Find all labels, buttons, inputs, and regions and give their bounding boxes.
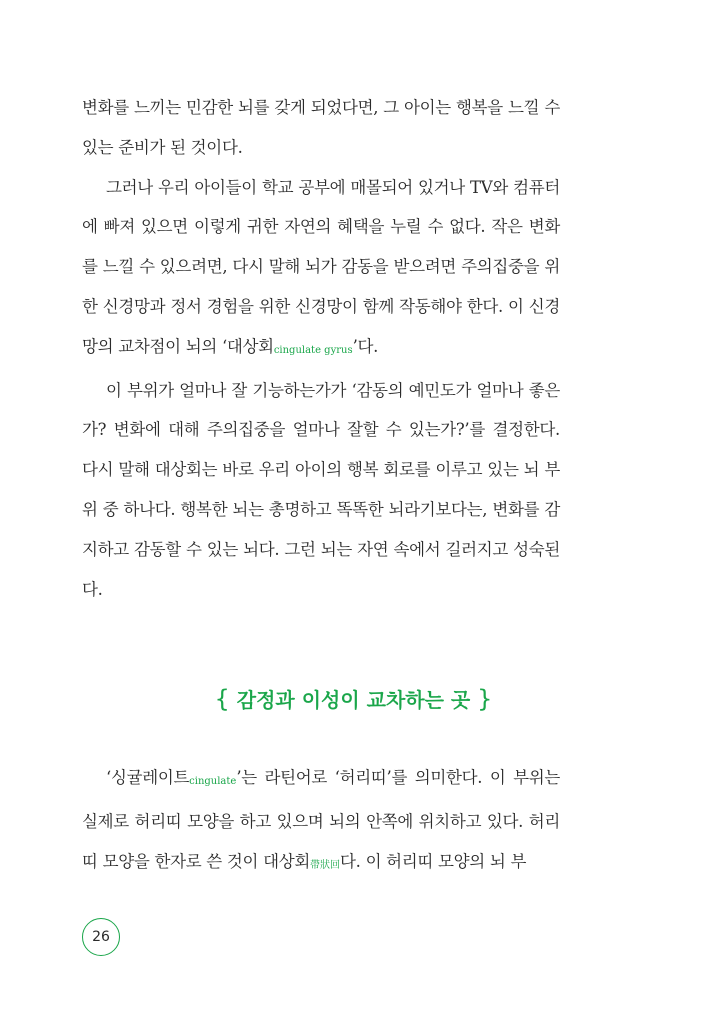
section-heading xyxy=(0,684,707,713)
body-text-bottom xyxy=(82,758,560,885)
paragraph-text: 다. 이 허리띠 모양의 뇌 부 xyxy=(340,851,527,871)
paragraph xyxy=(82,88,560,168)
paragraph xyxy=(82,371,560,610)
paragraph-text: ‘싱귤레이트 xyxy=(106,768,190,787)
paragraph-text: 변화를 느끼는 민감한 뇌를 갖게 되었다면, 그 아이는 행복을 느낄 수 있는 준비가 된 것이다. xyxy=(82,98,560,157)
paragraph-text: 그러나 우리 아이들이 학교 공부에 매몰되어 있거나 TV와 컴퓨터에 빠져 있으면 이렇게 귀한 자연의 혜택을 누릴 수 없다. 작은 변화를 느낄 수 있으려면, 다시 말해 뇌가 감동을 받으려면 주의집중을 위한 신경망과 정서 경험을 위한 신경망이 함께 작동해야 한다. 이 신경망의 교차점이 뇌의 ‘대상회 xyxy=(82,177,560,356)
gloss-term: 帶狀回 xyxy=(310,859,341,871)
gloss-term: cingulate xyxy=(189,776,237,787)
heading-open-brace: { xyxy=(214,685,230,713)
heading-title: 감정과 이성이 교차하는 곳 xyxy=(236,688,471,712)
page-number xyxy=(82,918,120,956)
paragraph-text: 이 부위가 얼마나 잘 기능하는가가 ‘감동의 예민도가 얼마나 좋은가? 변화에 대해 주의집중을 얼마나 잘할 수 있는가?’를 결정한다. 다시 말해 대상회는 바로 우리 아이의 행복 회로를 이루고 있는 뇌 부위 중 하나다. 행복한 뇌는 총명하고 똑똑한 뇌라기보다는, 변화를 감지하고 감동할 수 있는 뇌다. 그런 뇌는 자연 속에서 길러지고 성숙된다. xyxy=(82,380,560,599)
paragraph xyxy=(82,168,560,371)
body-text-top xyxy=(82,88,560,609)
heading-close-brace: } xyxy=(477,685,493,713)
paragraph-text: ’는 라틴어로 ‘허리띠’를 의미한다. 이 부위는 실제로 허리띠 모양을 하고 있으며 뇌의 안쪽에 위치하고 있다. 허리띠 모양을 한자로 쓴 것이 대상회 xyxy=(82,768,560,871)
page-number-text: 26 xyxy=(92,929,110,945)
gloss-term: cingulate gyrus xyxy=(273,344,353,356)
paragraph-text: ’다. xyxy=(352,336,379,356)
paragraph xyxy=(82,758,560,885)
